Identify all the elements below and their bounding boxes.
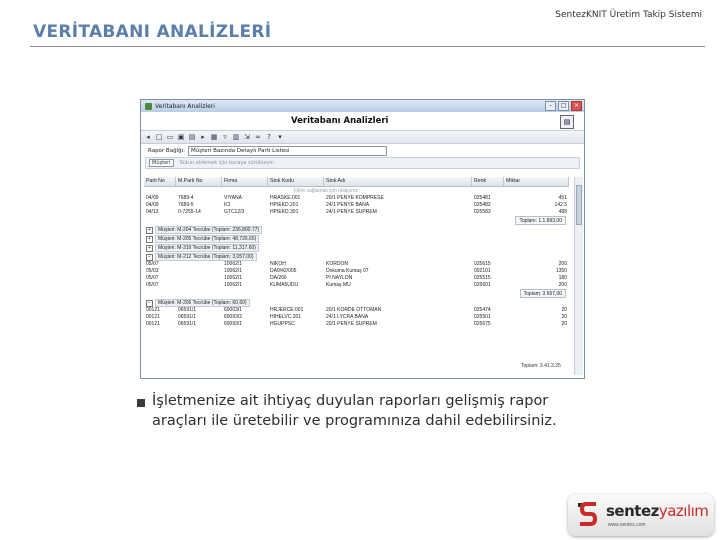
new-icon[interactable]: □ (155, 133, 163, 141)
close-icon[interactable]: × (571, 101, 582, 111)
cell: 025675 (474, 321, 491, 327)
cell: 00121 (146, 314, 160, 320)
cell: 00121 (146, 321, 160, 327)
window-titlebar (141, 100, 584, 112)
expand-icon[interactable]: + (146, 236, 153, 243)
expand-icon[interactable]: + (146, 245, 153, 252)
cell: Pİ NAYLON (326, 275, 353, 281)
table-row[interactable] (144, 321, 569, 328)
cell: 05/07 (146, 261, 159, 267)
cell: Kumaş MU (326, 282, 351, 288)
report-select[interactable]: Müşteri Bazında Detaylı Parti Listesi (188, 146, 387, 156)
cell: 7689-4 (178, 195, 194, 201)
col-header[interactable]: Parti No (144, 177, 176, 186)
cell: 025481 (474, 195, 491, 201)
group-total (144, 216, 569, 225)
cell: 06591/1 (178, 307, 197, 313)
brand-accent: yazılım (658, 502, 709, 520)
cell (176, 282, 222, 289)
group-total-label: Toplam: 3.657,00 (520, 289, 566, 298)
group-label: Müşteri: M-319 Tecrübe (Toplam: 11,317.60) (155, 244, 259, 252)
cell: 200 (558, 282, 567, 288)
help-icon[interactable]: ? (267, 133, 271, 141)
collapse-icon[interactable]: − (146, 254, 153, 261)
app-icon (145, 103, 152, 110)
cell: 0-7255-14 (178, 209, 201, 215)
cell: 025482 (474, 202, 491, 208)
cell: 025501 (474, 314, 491, 320)
col-header[interactable]: Stok Adı (324, 177, 472, 186)
group-row[interactable] (144, 226, 569, 234)
grid-scrollbar[interactable] (574, 177, 583, 375)
group-row[interactable] (144, 299, 569, 307)
bullet-icon (137, 399, 145, 407)
app-title: Veritabanı Analizleri (291, 116, 389, 126)
cell (176, 261, 222, 268)
group-label: Müşteri: M-212 Tecrübe (Toplam: 3,057.00) (155, 253, 257, 261)
col-header[interactable]: Renk (472, 177, 504, 186)
chart-icon[interactable]: ▥ (232, 133, 240, 141)
more-icon[interactable]: ▾ (278, 133, 282, 141)
back-icon[interactable]: ◂ (146, 133, 150, 141)
cell: 24/1 PENYE SUPREM (326, 209, 377, 215)
cell: 05/07 (146, 275, 159, 281)
params-label: Rapor Bağlğı: (148, 147, 185, 154)
cell: GTC12/3 (224, 209, 245, 215)
cell: 025474 (474, 307, 491, 313)
cell: 20 (561, 314, 567, 320)
group-label: Müşteri: M-205 Tecrübe (Toplam: 48,726.65) (155, 235, 259, 243)
report-params (141, 144, 584, 157)
cell: KUMA5UDU (270, 282, 299, 288)
cell: 025601 (474, 282, 491, 288)
cell: DA0/42/005 (270, 268, 297, 274)
table-row[interactable] (144, 275, 569, 282)
cell: HRASKE.001 (270, 195, 301, 201)
col-header[interactable]: M.Parti No (176, 177, 222, 186)
cell: 451 (558, 195, 567, 201)
cell: 20/1 PENYE KOMPRESE (326, 195, 384, 201)
col-header[interactable]: Firma (222, 177, 268, 186)
table-row[interactable] (144, 307, 569, 314)
cell: 20 (561, 321, 567, 327)
filter-icon[interactable]: ▿ (223, 133, 227, 141)
cell: 04/09 (146, 202, 159, 208)
table-row[interactable] (144, 202, 569, 209)
table-row[interactable] (144, 268, 569, 275)
page-title: VERİTABANI ANALİZLERİ (33, 22, 272, 42)
grand-total: Toplam: 3.41.3.35 (521, 363, 561, 369)
cell: 04/13 (146, 209, 159, 215)
link-icon[interactable]: ∞ (255, 133, 261, 141)
col-header[interactable]: Stok Kodu (268, 177, 324, 186)
cell: 60093/2 (224, 314, 243, 320)
app-header (141, 112, 584, 130)
col-header[interactable]: Miktar (504, 177, 569, 186)
table-row[interactable] (144, 261, 569, 268)
cell: HPIEKD.301 (270, 209, 299, 215)
cell: 7689-5 (178, 202, 194, 208)
cell: 24/1 PENYE BANA (326, 202, 370, 208)
filter-row[interactable]: Filtre sağlamak için tıklayınız (294, 188, 358, 194)
group-chip[interactable]: Müşteri (149, 159, 174, 167)
cell: 00121 (146, 307, 160, 313)
open-icon[interactable]: ▭ (166, 133, 174, 141)
logo-mark-icon (576, 499, 600, 529)
cell: 10062/1 (224, 275, 243, 281)
cell: KORDON (326, 261, 348, 267)
export-icon[interactable]: ⇲ (244, 133, 250, 141)
cell: HIHELVC.201 (270, 314, 302, 320)
expand-icon[interactable]: + (146, 227, 153, 234)
logo-brand (606, 502, 708, 520)
group-total-label: Toplam: 1.1.893,00 (515, 216, 566, 225)
cell: DA/266 (270, 275, 287, 281)
print-icon[interactable]: ▤ (188, 133, 196, 141)
minimize-icon[interactable]: – (545, 101, 556, 111)
group-row[interactable] (144, 244, 569, 252)
cell: 05/03 (146, 268, 159, 274)
brand-main: sentez (606, 502, 659, 520)
cell: 002101 (474, 268, 491, 274)
cell: VIYANA (224, 195, 242, 201)
cell: 06591/1 (178, 314, 197, 320)
cell: 180 (558, 275, 567, 281)
group-total (144, 289, 569, 298)
table-row[interactable] (144, 195, 569, 202)
cell: 20 (561, 307, 567, 313)
cell: 60003/1 (224, 307, 243, 313)
cell (176, 275, 222, 282)
cell: 60093/1 (224, 321, 243, 327)
cell: 10062/1 (224, 261, 243, 267)
group-hint: Sütun eklemek için buraya sürükleyin (179, 160, 274, 166)
table-row[interactable] (144, 282, 569, 289)
cell: 10062/1 (224, 282, 243, 288)
save-icon[interactable]: ▣ (177, 133, 185, 141)
toolbar (141, 130, 584, 144)
cell: 04/09 (146, 195, 159, 201)
cell: 200 (558, 261, 567, 267)
group-row[interactable] (144, 253, 569, 261)
report-icon[interactable]: ▤ (560, 115, 574, 129)
scroll-thumb[interactable] (576, 185, 582, 225)
cell: 05/07 (146, 282, 159, 288)
cell: NIKOH (270, 261, 286, 267)
table-row[interactable] (144, 209, 569, 216)
cell: 142.5 (554, 202, 567, 208)
logo-website: www.sentez.com (608, 522, 646, 528)
cell: Dokuma Kumaş 07 (326, 268, 369, 274)
group-label: Müşteri: M-206 Tecrübe (Toplam: 60,60) (155, 299, 250, 307)
cell: HGUPPSC (270, 321, 295, 327)
report-grid (144, 177, 569, 328)
cell: 488 (558, 209, 567, 215)
cell: 025583 (474, 209, 491, 215)
cell: HPIEKD.201 (270, 202, 299, 208)
feature-description: İşletmenize ait ihtiyaç duyulan raporları gelişmiş rapor araçları ile üretebilir ve programınıza dahil edebilirsiniz. (152, 393, 557, 429)
table-row[interactable] (144, 314, 569, 321)
group-by-bar[interactable] (145, 157, 580, 169)
cell: 025615 (474, 261, 491, 267)
cell: HRJERCE.001 (270, 307, 304, 313)
cell: 06591/1 (178, 321, 197, 327)
cell: 025515 (474, 275, 491, 281)
group-label: Müşteri: M-204 Tecrübe (Toplam: 236,800.77) (155, 226, 262, 234)
group-row[interactable] (144, 235, 569, 243)
window-title: Veritabanı Analizleri (155, 102, 215, 110)
collapse-icon[interactable]: − (146, 300, 153, 307)
cell: 24/1 LYCRA BANA (326, 314, 369, 320)
cell: 1350 (555, 268, 567, 274)
cell: 20/1 KORDE OTTOMAN (326, 307, 382, 313)
grid-icon[interactable]: ▦ (210, 133, 218, 141)
company-logo (568, 494, 714, 536)
cell (176, 268, 222, 275)
cell: 10062/1 (224, 268, 243, 274)
run-icon[interactable]: ▸ (201, 133, 205, 141)
cell: 20/1 PENYE SUPREM (326, 321, 377, 327)
grid-header (144, 177, 569, 187)
maximize-icon[interactable]: □ (558, 101, 569, 111)
system-name: SentezKNIT Üretim Takip Sistemi (555, 10, 702, 20)
cell: ICI (224, 202, 231, 208)
title-divider (30, 46, 705, 47)
